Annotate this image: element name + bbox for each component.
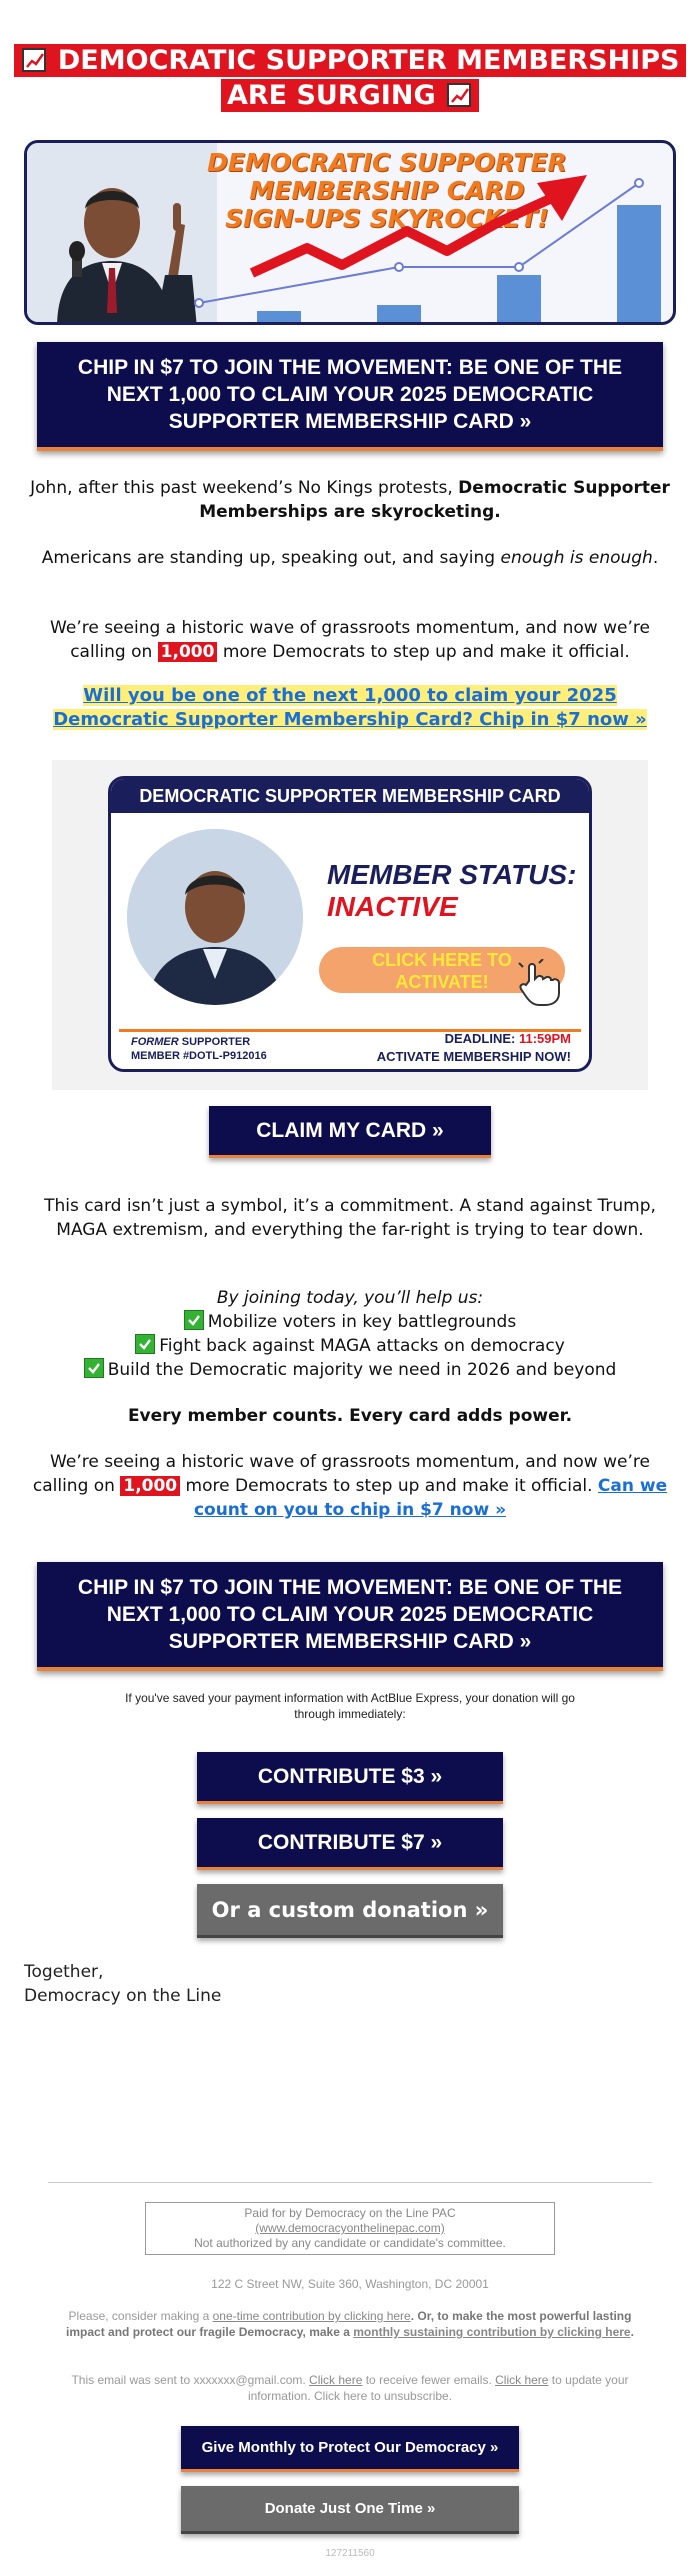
- help-intro: By joining today, you’ll help us:: [216, 1288, 484, 1308]
- deadline-text: DEADLINE: 11:59PM: [444, 1031, 571, 1046]
- green-check-icon: [184, 1310, 204, 1330]
- cta-banner-bottom[interactable]: CHIP IN $7 TO JOIN THE MOVEMENT: BE ONE OF THE NEXT 1,000 TO CLAIM YOUR 2025 DEMOCRATIC SUPPORTER MEMBERSHIP CARD »: [37, 1562, 663, 1671]
- chart-point: [635, 179, 643, 187]
- chart-bar: [497, 275, 541, 323]
- headline-line2: ARE SURGING: [221, 79, 479, 112]
- help-bullet: Build the Democratic majority we need in 2026 and beyond: [24, 1358, 676, 1382]
- help-bullet: Mobilize voters in key battlegrounds: [24, 1310, 676, 1334]
- green-check-icon: [84, 1358, 104, 1378]
- donate-once-button[interactable]: Donate Just One Time »: [181, 2486, 519, 2534]
- paid-for-box: Paid for by Democracy on the Line PAC (www.democracyontheline​pac.com) Not authorized by any candidate or candidate's committee.: [145, 2202, 555, 2255]
- fewer-emails-link[interactable]: Click here: [309, 2373, 363, 2387]
- chart-increasing-icon: [447, 83, 471, 107]
- growth-arrow: [252, 198, 552, 273]
- actblue-note: If you've saved your payment information with ActBlue Express, your donation will go through immediately:: [125, 1691, 575, 1721]
- hand-cursor-icon: [515, 959, 565, 1009]
- membership-card: [108, 776, 592, 1072]
- every-member-line: Every member counts. Every card adds power.: [127, 1406, 573, 1426]
- membership-card-image[interactable]: [52, 760, 648, 1090]
- green-check-icon: [135, 1334, 155, 1354]
- member-status-value: INACTIVE: [327, 891, 458, 922]
- chip-in-link[interactable]: Can we count on you to chip in $7 now »: [193, 1476, 668, 1520]
- hero-image[interactable]: [24, 140, 676, 325]
- activate-now-text: ACTIVATE MEMBERSHIP NOW!: [376, 1049, 571, 1064]
- pac-website-link[interactable]: (www.democracyontheline​pac.com): [255, 2221, 445, 2235]
- member-id-block: FORMER SUPPORTER MEMBER #DOTL-P912016: [131, 1036, 267, 1062]
- headline: [0, 44, 700, 112]
- highlight-count: 1,000: [158, 642, 218, 662]
- footer-sent-to: This email was sent to xxxxxxx@gmail.com. Click here to receive fewer emails. Click here to update your information. Click here to unsubscribe.: [71, 2373, 629, 2403]
- signup-growth-chart: [27, 143, 676, 325]
- chart-line: [199, 183, 639, 303]
- custom-donation-button[interactable]: Or a custom donation »: [197, 1884, 503, 1938]
- signoff: Together, Democracy on the Line: [24, 1962, 222, 2006]
- intro-paragraph-2: Americans are standing up, speaking out, and saying enough is enough.: [41, 548, 659, 568]
- chart-bar: [257, 311, 301, 323]
- footer-consider: Please, consider making a one-time contribution by clicking here. Or, to make the most powerful lasting impact and protect our fragile Democracy, make a monthly sustaining contribution by clicking here.: [66, 2309, 634, 2339]
- chart-bar: [617, 205, 661, 323]
- chart-bar: [377, 305, 421, 323]
- yellow-cta-link[interactable]: Will you be one of the next 1,000 to claim your 2025 Democratic Supporter Membership Card? Chip in $7 now »: [53, 685, 647, 730]
- card-header: DEMOCRATIC SUPPORTER MEMBERSHIP CARD: [111, 779, 589, 813]
- grassroots-paragraph: We’re seeing a historic wave of grassroots momentum, and now we’re calling on 1,000 more Democrats to step up and make it official. Can we count on you to chip in $7 now »: [32, 1452, 668, 1520]
- highlight-count: 1,000: [120, 1476, 180, 1496]
- footer-address: 122 C Street NW, Suite 360, Washington, DC 20001: [211, 2277, 489, 2291]
- help-bullet: Fight back against MAGA attacks on democracy: [24, 1334, 676, 1358]
- one-time-link[interactable]: one-time contribution by clicking here: [212, 2309, 411, 2323]
- intro-paragraph-1: John, after this past weekend’s No Kings protests, Democratic Supporter Memberships are skyrocketing.: [30, 478, 670, 522]
- contribute-7-button[interactable]: CONTRIBUTE $7 »: [197, 1818, 503, 1870]
- commitment-paragraph: This card isn’t just a symbol, it’s a commitment. A stand against Trump, MAGA extremism, and everything the far-right is trying to tear down.: [44, 1196, 656, 1240]
- member-status-label: MEMBER STATUS:: [327, 859, 577, 890]
- update-info-link[interactable]: Click here: [495, 2373, 549, 2387]
- help-list: [24, 1286, 676, 1382]
- footer-code: 127211560: [325, 2548, 375, 2559]
- claim-card-button[interactable]: CLAIM MY CARD »: [209, 1106, 491, 1158]
- hero-title: DEMOCRATIC SUPPORTER MEMBERSHIP CARD SIGN-UPS SKYROCKET!: [207, 148, 567, 233]
- footer-divider: [48, 2182, 652, 2183]
- activate-pill[interactable]: CLICK HERE TO ACTIVATE!: [319, 947, 565, 993]
- headline-line1: DEMOCRATIC SUPPORTER MEMBERSHIPS: [14, 44, 685, 77]
- chart-point: [195, 299, 203, 307]
- chart-increasing-icon: [22, 48, 46, 72]
- member-photo: [127, 829, 303, 1005]
- chart-point: [515, 263, 523, 271]
- yellow-cta-link-wrap: [24, 684, 676, 732]
- cta-banner-top[interactable]: CHIP IN $7 TO JOIN THE MOVEMENT: BE ONE OF THE NEXT 1,000 TO CLAIM YOUR 2025 DEMOCRATIC SUPPORTER MEMBERSHIP CARD »: [37, 342, 663, 451]
- chart-point: [395, 263, 403, 271]
- monthly-link[interactable]: monthly sustaining contribution by clicking here: [353, 2325, 631, 2339]
- give-monthly-button[interactable]: Give Monthly to Protect Our Democracy »: [181, 2426, 519, 2472]
- intro-paragraph-3: We’re seeing a historic wave of grassroots momentum, and now we’re calling on 1,000 more Democrats to step up and make it official.: [50, 618, 650, 662]
- contribute-3-button[interactable]: CONTRIBUTE $3 »: [197, 1752, 503, 1804]
